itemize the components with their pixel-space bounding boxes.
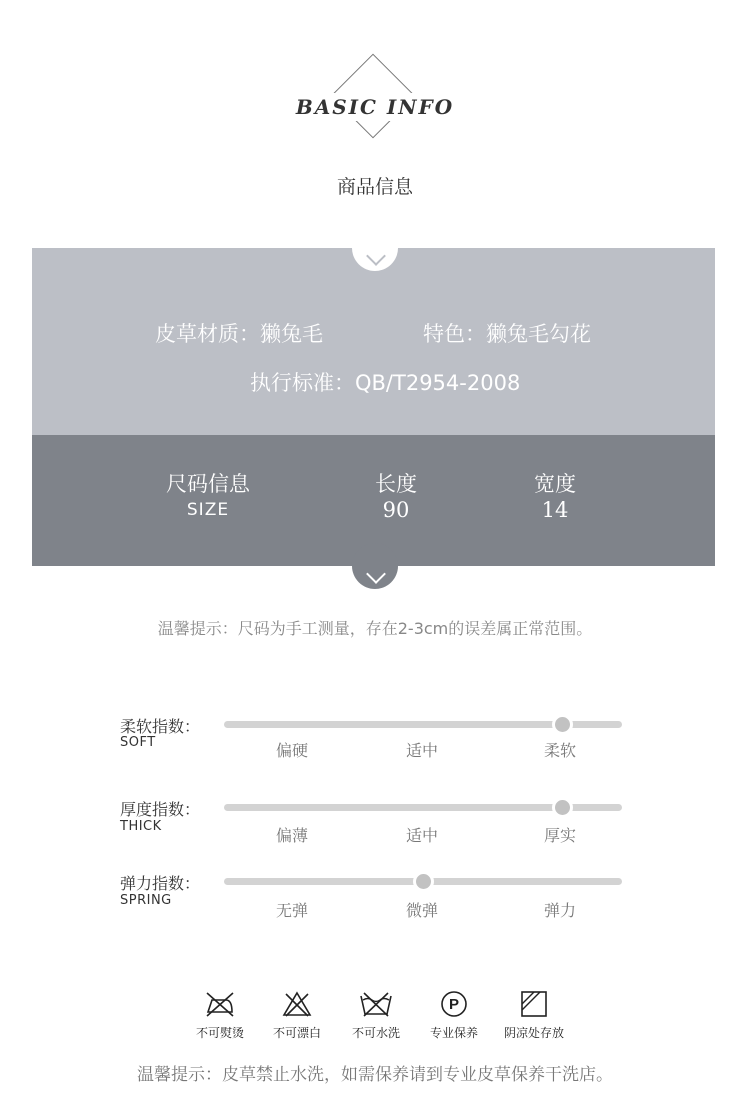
thick-index-track <box>224 804 622 811</box>
length-value: 90 <box>382 498 410 522</box>
care-label: 不可水洗 <box>351 1026 400 1040</box>
soft-tick-mid: 适中 <box>405 741 438 760</box>
width-value: 14 <box>541 498 569 522</box>
care-no-bleach <box>257 990 337 1041</box>
shade-dry-icon <box>518 990 550 1018</box>
care-no-iron <box>180 990 260 1041</box>
care-shade-dry <box>494 990 574 1041</box>
care-tip: 温馨提示：皮草禁止水洗，如需保养请到专业皮草保养干洗店。 <box>137 1065 613 1085</box>
feature-text: 特色：獭兔毛勾花 <box>423 322 591 346</box>
no-iron-icon <box>204 990 236 1018</box>
spring-tick-high: 弹力 <box>543 901 576 920</box>
section-title: 商品信息 <box>336 176 413 198</box>
care-label: 阴凉处存放 <box>503 1026 564 1040</box>
no-bleach-icon <box>281 990 313 1018</box>
thick-index-label-en: THICK <box>120 819 162 834</box>
care-label: 不可熨烫 <box>195 1026 244 1040</box>
thick-tick-high: 厚实 <box>543 826 576 845</box>
thick-tick-low: 偏薄 <box>275 826 308 845</box>
spring-index-track <box>224 878 622 885</box>
soft-index-label-en: SOFT <box>120 735 156 750</box>
spring-tick-low: 无弹 <box>275 901 308 920</box>
material-text: 皮草材质：獭兔毛 <box>155 322 323 346</box>
thick-index-label: 厚度指数： <box>120 800 201 819</box>
size-label: 尺码信息 <box>166 472 250 496</box>
soft-index-marker <box>552 714 573 735</box>
no-wash-icon <box>358 990 394 1018</box>
care-label: 专业保养 <box>429 1026 478 1040</box>
soft-tick-low: 偏硬 <box>275 741 308 760</box>
soft-tick-high: 柔软 <box>543 741 576 760</box>
thick-tick-mid: 适中 <box>405 826 438 845</box>
spring-index-label-en: SPRING <box>120 893 172 908</box>
standard-text: 执行标准：QB/T2954-2008 <box>250 371 521 395</box>
care-no-wash <box>336 990 416 1041</box>
professional-clean-icon <box>438 990 470 1018</box>
spring-tick-mid: 微弹 <box>405 901 438 920</box>
spring-index-label: 弹力指数： <box>120 874 201 893</box>
size-label-en: SIZE <box>186 500 230 520</box>
width-label: 宽度 <box>534 472 576 496</box>
brand-script-title: BASIC INFO <box>275 93 475 121</box>
soft-index-label: 柔软指数： <box>120 717 201 736</box>
thick-index-marker <box>552 797 573 818</box>
soft-index-track <box>224 721 622 728</box>
professional-glyph: P <box>448 996 460 1013</box>
care-label: 不可漂白 <box>272 1026 321 1040</box>
length-label: 长度 <box>375 472 417 496</box>
care-professional <box>414 990 494 1041</box>
measurement-tip: 温馨提示：尺码为手工测量，存在2-3cm的误差属正常范围。 <box>157 619 593 638</box>
spring-index-marker <box>413 871 434 892</box>
material-info-panel <box>32 248 715 435</box>
